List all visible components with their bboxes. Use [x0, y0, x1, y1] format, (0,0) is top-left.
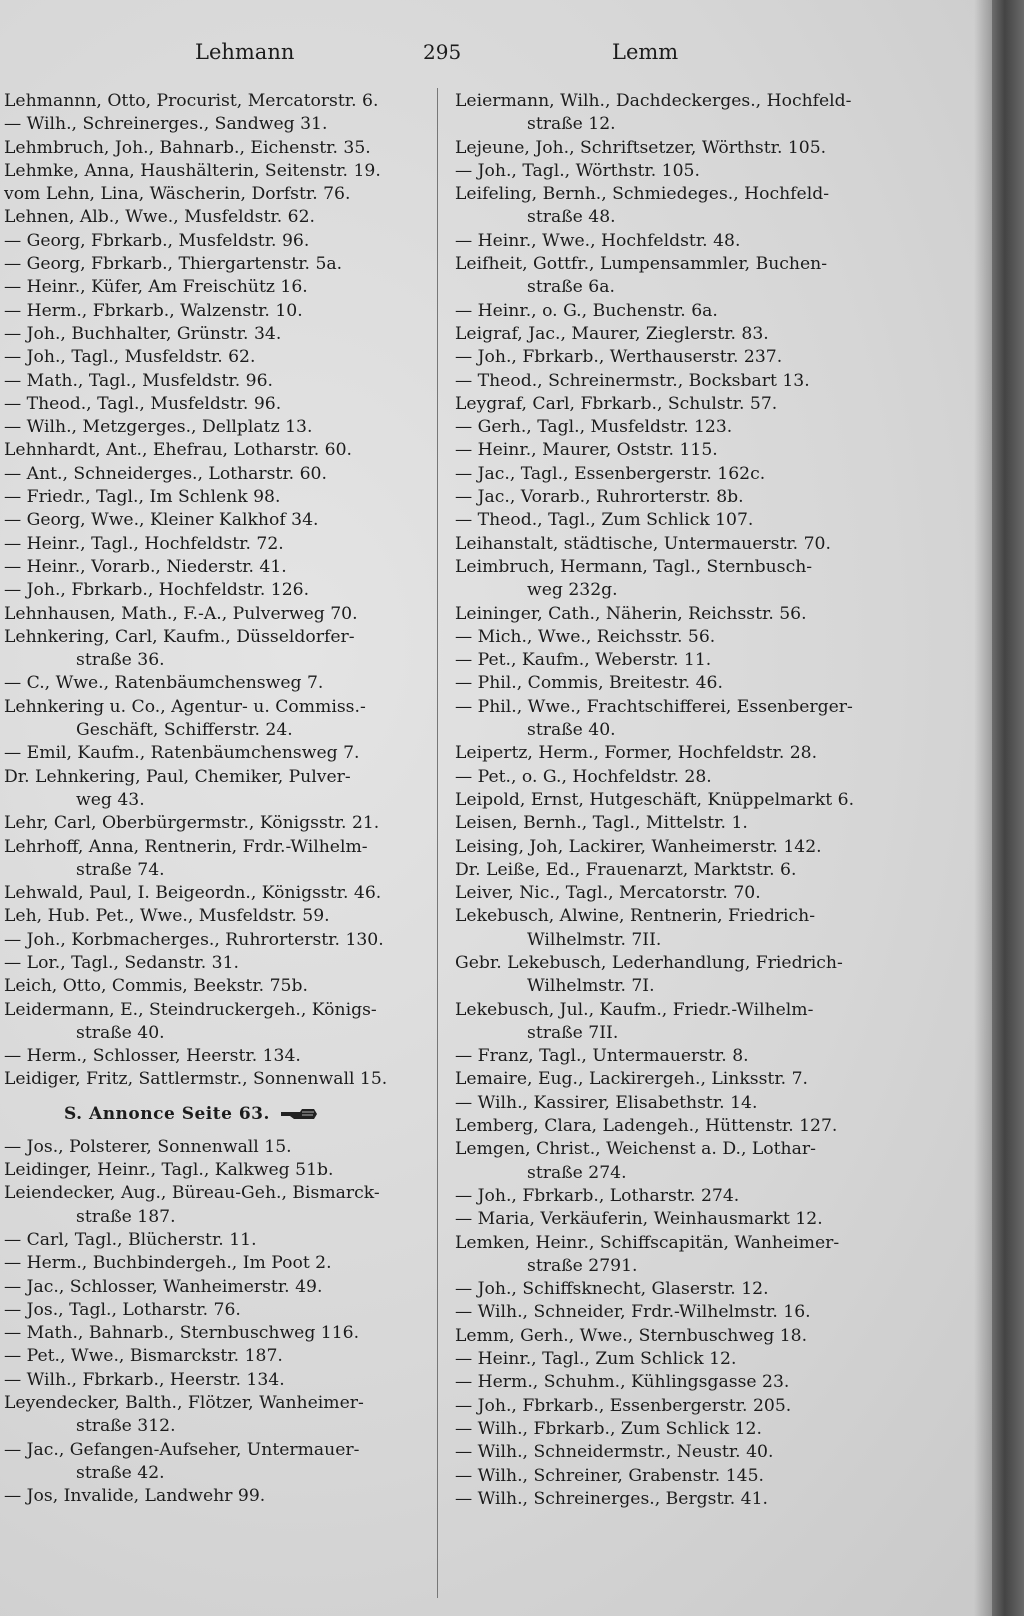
entry-text: Lemgen, Christ., Weichenst a. D., Lothar-: [455, 1139, 816, 1160]
directory-entry: [4, 789, 432, 812]
directory-entry: [455, 1232, 895, 1255]
page-shadow: [974, 0, 992, 1616]
entry-text: — Jac., Tagl., Essenbergerstr. 162c.: [455, 463, 766, 484]
directory-entry: [4, 742, 432, 765]
entry-text: — Joh., Buchhalter, Grünstr. 34.: [4, 323, 282, 344]
entry-text: Lehnhausen, Math., F.-A., Pulverweg 70.: [4, 603, 358, 624]
directory-entry: [455, 439, 895, 462]
directory-entry: [4, 1252, 432, 1275]
directory-entry: [4, 1276, 432, 1299]
directory-entry: [455, 929, 895, 952]
directory-entry: [455, 579, 895, 602]
entry-text: — Jac., Schlosser, Wanheimerstr. 49.: [4, 1276, 323, 1297]
entry-text: Leigraf, Jac., Maurer, Zieglerstr. 83.: [455, 323, 769, 344]
directory-entry: [455, 1045, 895, 1068]
directory-entry: [455, 1301, 895, 1324]
entry-text: Leiendecker, Aug., Büreau-Geh., Bismarck-: [4, 1183, 380, 1204]
directory-entry: [4, 1462, 432, 1485]
directory-entry: [4, 113, 432, 136]
directory-entry: [4, 975, 432, 998]
column-divider: [437, 88, 438, 1598]
entry-text: Leimbruch, Hermann, Tagl., Sternbusch-: [455, 556, 813, 577]
entry-text: Lehnkering, Carl, Kaufm., Düsseldorfer-: [4, 626, 355, 647]
directory-entry: [4, 836, 432, 859]
entry-text: weg 232g.: [527, 580, 618, 601]
entry-text: — Math., Tagl., Musfeldstr. 96.: [4, 370, 273, 391]
entry-text: Lehwald, Paul, I. Beigeordn., Königsstr. 46.: [4, 883, 382, 904]
directory-entry: [455, 300, 895, 323]
entry-text: — Pet., o. G., Hochfeldstr. 28.: [455, 766, 712, 787]
directory-entry: [455, 696, 895, 719]
directory-entry: [4, 300, 432, 323]
page-header: [0, 40, 992, 70]
directory-entry: [4, 1485, 432, 1508]
entry-text: — Maria, Verkäuferin, Weinhausmarkt 12.: [455, 1209, 823, 1230]
entry-text: — Lor., Tagl., Sedanstr. 31.: [4, 952, 239, 973]
entry-text: Leyendecker, Balth., Flötzer, Wanheimer-: [4, 1393, 364, 1414]
entry-text: straße 12.: [527, 114, 616, 135]
directory-entry: [4, 90, 432, 113]
entry-text: Leifeling, Bernh., Schmiedeges., Hochfeld-: [455, 184, 830, 205]
directory-entry: [4, 160, 432, 183]
annonce-note: [4, 1092, 432, 1136]
entry-text: Leygraf, Carl, Fbrkarb., Schulstr. 57.: [455, 393, 778, 414]
entry-text: straße 36.: [76, 650, 165, 671]
entry-text: Geschäft, Schifferstr. 24.: [76, 720, 293, 741]
directory-entry: [455, 276, 895, 299]
directory-entry: [4, 1022, 432, 1045]
directory-entry: [4, 416, 432, 439]
directory-entry: [455, 789, 895, 812]
entry-text: Lehmannn, Otto, Procurist, Mercatorstr. 6.: [4, 91, 379, 111]
entry-text: — Joh., Fbrkarb., Essenbergerstr. 205.: [455, 1395, 792, 1416]
directory-entry: [4, 905, 432, 928]
entry-text: — Ant., Schneiderges., Lotharstr. 60.: [4, 463, 327, 484]
entry-text: — Herm., Fbrkarb., Walzenstr. 10.: [4, 300, 303, 321]
directory-entry: [4, 626, 432, 649]
entry-text: Gebr. Lekebusch, Lederhandlung, Friedrich-: [455, 952, 843, 973]
left-column: [4, 90, 432, 1509]
entry-text: weg 43.: [76, 789, 145, 810]
entry-text: Leihanstalt, städtische, Untermauerstr. 70.: [455, 533, 831, 554]
directory-entry: [455, 1441, 895, 1464]
entry-text: — Phil., Commis, Breitestr. 46.: [455, 673, 723, 694]
entry-text: straße 6a.: [527, 277, 615, 298]
directory-entry: [455, 1278, 895, 1301]
entry-text: Dr. Leiße, Ed., Frauenarzt, Marktstr. 6.: [455, 859, 797, 880]
directory-entry: [4, 137, 432, 160]
directory-entry: [4, 672, 432, 695]
entry-text: straße 74.: [76, 859, 165, 880]
directory-entry: [455, 905, 895, 928]
directory-entry: [455, 160, 895, 183]
directory-entry: [4, 346, 432, 369]
directory-entry: [455, 1348, 895, 1371]
entry-text: — Wilh., Schneider, Frdr.-Wilhelmstr. 16.: [455, 1302, 811, 1323]
directory-entry: [455, 719, 895, 742]
directory-entry: [4, 1045, 432, 1068]
entry-text: — Gerh., Tagl., Musfeldstr. 123.: [455, 417, 733, 438]
directory-entry: [4, 603, 432, 626]
entry-text: — Theod., Schreinermstr., Bocksbart 13.: [455, 370, 810, 391]
directory-entry: [4, 1345, 432, 1368]
entry-text: straße 187.: [76, 1206, 176, 1227]
directory-entry: [4, 1439, 432, 1462]
directory-entry: [455, 113, 895, 136]
pointing-hand-icon: [280, 1107, 318, 1121]
entry-text: — Jos, Invalide, Landwehr 99.: [4, 1486, 266, 1507]
entry-text: Lemm, Gerh., Wwe., Sternbuschweg 18.: [455, 1325, 808, 1346]
entry-text: Leipold, Ernst, Hutgeschäft, Knüppelmarkt 6.: [455, 789, 855, 810]
directory-entry: [4, 882, 432, 905]
entry-text: — Joh., Schiffsknecht, Glaserstr. 12.: [455, 1279, 769, 1300]
entry-text: — Heinr., Tagl., Zum Schlick 12.: [455, 1349, 737, 1370]
directory-entry: [4, 370, 432, 393]
entry-text: Wilhelmstr. 7I.: [527, 976, 655, 997]
entry-text: Leininger, Cath., Näherin, Reichsstr. 56.: [455, 603, 807, 624]
directory-entry: [455, 999, 895, 1022]
directory-entry: [455, 1115, 895, 1138]
directory-entry: [455, 766, 895, 789]
directory-entry: [4, 1182, 432, 1205]
directory-entry: [4, 253, 432, 276]
entry-text: Wilhelmstr. 7II.: [527, 929, 662, 950]
header-right-title: Lemm: [612, 40, 679, 64]
entry-text: Lehnhardt, Ant., Ehefrau, Lotharstr. 60.: [4, 440, 352, 461]
directory-entry: [4, 1415, 432, 1438]
directory-entry: [455, 90, 895, 113]
directory-entry: [4, 812, 432, 835]
entry-text: — Wilh., Schneidermstr., Neustr. 40.: [455, 1442, 774, 1463]
directory-entry: [4, 1369, 432, 1392]
directory-entry: [455, 509, 895, 532]
directory-entry: [455, 416, 895, 439]
directory-entry: [455, 463, 895, 486]
entry-text: Leidermann, E., Steindruckergeh., Königs-: [4, 999, 377, 1020]
entry-text: Leich, Otto, Commis, Beekstr. 75b.: [4, 976, 308, 997]
entry-text: — Heinr., Küfer, Am Freischütz 16.: [4, 277, 308, 298]
entry-text: — Theod., Tagl., Zum Schlick 107.: [455, 510, 754, 531]
directory-entry: [4, 463, 432, 486]
directory-entry: [455, 1022, 895, 1045]
header-left-title: Lehmann: [195, 40, 295, 64]
directory-entry: [4, 1206, 432, 1229]
entry-text: Leising, Joh, Lackirer, Wanheimerstr. 142.: [455, 836, 822, 857]
directory-entry: [455, 1418, 895, 1441]
entry-text: — C., Wwe., Ratenbäumchensweg 7.: [4, 673, 324, 694]
entry-text: — Wilh., Fbrkarb., Heerstr. 134.: [4, 1369, 285, 1390]
entry-text: Lemken, Heinr., Schiffscapitän, Wanheimer-: [455, 1232, 840, 1253]
directory-entry: [455, 1255, 895, 1278]
entry-text: straße 40.: [76, 1022, 165, 1043]
entry-text: Leiermann, Wilh., Dachdeckerges., Hochfeld-: [455, 91, 852, 111]
directory-entry: [455, 975, 895, 998]
entry-text: Lekebusch, Jul., Kaufm., Friedr.-Wilhelm-: [455, 999, 814, 1020]
directory-entry: [4, 439, 432, 462]
directory-entry: [4, 556, 432, 579]
directory-entry: [455, 1068, 895, 1091]
entry-text: — Joh., Tagl., Wörthstr. 105.: [455, 160, 700, 181]
entry-text: — Wilh., Kassirer, Elisabethstr. 14.: [455, 1092, 758, 1113]
entry-text: straße 2791.: [527, 1255, 638, 1276]
book-edge: [992, 0, 1024, 1616]
entry-text: — Franz, Tagl., Untermauerstr. 8.: [455, 1046, 749, 1067]
entry-text: Lehnen, Alb., Wwe., Musfeldstr. 62.: [4, 207, 315, 228]
directory-entry: [455, 533, 895, 556]
directory-entry: [455, 649, 895, 672]
directory-entry: [4, 1299, 432, 1322]
directory-entry: [455, 486, 895, 509]
entry-text: — Joh., Korbmacherges., Ruhrorterstr. 130.: [4, 929, 384, 950]
entry-text: — Phil., Wwe., Frachtschifferei, Essenberger-: [455, 696, 853, 717]
entry-text: Leiver, Nic., Tagl., Mercatorstr. 70.: [455, 883, 761, 904]
directory-entry: [4, 649, 432, 672]
directory-entry: [455, 183, 895, 206]
entry-text: — Heinr., Wwe., Hochfeldstr. 48.: [455, 230, 741, 251]
entry-text: — Jac., Vorarb., Ruhrorterstr. 8b.: [455, 487, 744, 508]
directory-entry: [455, 556, 895, 579]
entry-text: Leipertz, Herm., Former, Hochfeldstr. 28.: [455, 743, 818, 764]
entry-text: — Herm., Schlosser, Heerstr. 134.: [4, 1046, 301, 1067]
entry-text: — Wilh., Schreinerges., Bergstr. 41.: [455, 1488, 768, 1509]
entry-text: — Theod., Tagl., Musfeldstr. 96.: [4, 393, 282, 414]
entry-text: straße 312.: [76, 1416, 176, 1437]
entry-text: — Herm., Schuhm., Kühlingsgasse 23.: [455, 1372, 790, 1393]
directory-entry: [455, 836, 895, 859]
directory-entry: [4, 1068, 432, 1091]
directory-entry: [4, 276, 432, 299]
entry-text: Leifheit, Gottfr., Lumpensammler, Buchen-: [455, 254, 828, 275]
directory-entry: [4, 952, 432, 975]
entry-text: — Wilh., Fbrkarb., Zum Schlick 12.: [455, 1418, 762, 1439]
directory-entry: [455, 393, 895, 416]
directory-entry: [455, 1185, 895, 1208]
entry-text: — Joh., Tagl., Musfeldstr. 62.: [4, 347, 256, 368]
directory-entry: [4, 929, 432, 952]
entry-text: — Wilh., Metzgerges., Dellplatz 13.: [4, 417, 313, 438]
entry-text: Lehmke, Anna, Haushälterin, Seitenstr. 19.: [4, 160, 381, 181]
directory-entry: [455, 1465, 895, 1488]
entry-text: — Heinr., Tagl., Hochfeldstr. 72.: [4, 533, 284, 554]
entry-text: Lemaire, Eug., Lackirergeh., Linksstr. 7.: [455, 1069, 808, 1090]
entry-text: Lekebusch, Alwine, Rentnerin, Friedrich-: [455, 906, 816, 927]
directory-entry: [4, 183, 432, 206]
directory-entry: [4, 719, 432, 742]
entry-text: Leh, Hub. Pet., Wwe., Musfeldstr. 59.: [4, 906, 330, 927]
directory-entry: [455, 370, 895, 393]
directory-entry: [455, 1371, 895, 1394]
entry-text: — Heinr., Maurer, Oststr. 115.: [455, 440, 718, 461]
entry-text: — Jos., Tagl., Lotharstr. 76.: [4, 1299, 241, 1320]
entry-text: — Joh., Fbrkarb., Lotharstr. 274.: [455, 1185, 740, 1206]
directory-entry: [4, 696, 432, 719]
entry-text: — Pet., Kaufm., Weberstr. 11.: [455, 650, 712, 671]
entry-text: straße 274.: [527, 1162, 627, 1183]
directory-entry: [4, 999, 432, 1022]
directory-entry: [455, 1488, 895, 1511]
directory-entry: [4, 509, 432, 532]
directory-entry: [4, 393, 432, 416]
entry-text: — Georg, Fbrkarb., Musfeldstr. 96.: [4, 230, 310, 251]
entry-text: Leidinger, Heinr., Tagl., Kalkweg 51b.: [4, 1160, 334, 1181]
entry-text: Lehrhoff, Anna, Rentnerin, Frdr.-Wilhelm-: [4, 836, 368, 857]
directory-entry: [4, 1322, 432, 1345]
entry-text: S. Annonce Seite 63.: [64, 1103, 270, 1124]
right-column: [455, 90, 895, 1511]
entry-text: straße 48.: [527, 207, 616, 228]
entry-text: — Joh., Fbrkarb., Werthauserstr. 237.: [455, 347, 783, 368]
entry-text: — Wilh., Schreinerges., Sandweg 31.: [4, 114, 328, 135]
directory-entry: [4, 1136, 432, 1159]
entry-text: vom Lehn, Lina, Wäscherin, Dorfstr. 76.: [4, 184, 351, 205]
directory-entry: [4, 206, 432, 229]
directory-entry: [455, 1208, 895, 1231]
directory-entry: [455, 346, 895, 369]
entry-text: Leisen, Bernh., Tagl., Mittelstr. 1.: [455, 813, 748, 834]
entry-text: Lehmbruch, Joh., Bahnarb., Eichenstr. 35.: [4, 137, 371, 158]
entry-text: — Carl, Tagl., Blücherstr. 11.: [4, 1229, 257, 1250]
entry-text: — Wilh., Schreiner, Grabenstr. 145.: [455, 1465, 765, 1486]
directory-entry: [455, 1162, 895, 1185]
entry-text: Lehnkering u. Co., Agentur- u. Commiss.-: [4, 696, 366, 717]
entry-text: — Herm., Buchbindergeh., Im Poot 2.: [4, 1253, 332, 1274]
directory-entry: [455, 882, 895, 905]
entry-text: Lemberg, Clara, Ladengeh., Hüttenstr. 127.: [455, 1116, 838, 1137]
directory-entry: [455, 1325, 895, 1348]
directory-entry: [455, 812, 895, 835]
directory-entry: [455, 603, 895, 626]
page-number: 295: [423, 40, 462, 64]
directory-entry: [4, 1159, 432, 1182]
directory-entry: [455, 137, 895, 160]
entry-text: Lehr, Carl, Oberbürgermstr., Königsstr. 21.: [4, 813, 380, 834]
directory-entry: [455, 742, 895, 765]
directory-entry: [455, 626, 895, 649]
entry-text: Dr. Lehnkering, Paul, Chemiker, Pulver-: [4, 766, 351, 787]
entry-text: — Jos., Polsterer, Sonnenwall 15.: [4, 1136, 292, 1157]
directory-entry: [4, 230, 432, 253]
entry-text: — Georg, Wwe., Kleiner Kalkhof 34.: [4, 510, 319, 531]
entry-text: — Mich., Wwe., Reichsstr. 56.: [455, 626, 716, 647]
directory-entry: [455, 1395, 895, 1418]
entry-text: — Joh., Fbrkarb., Hochfeldstr. 126.: [4, 580, 310, 601]
entry-text: — Heinr., o. G., Buchenstr. 6a.: [455, 300, 718, 321]
directory-entry: [4, 323, 432, 346]
directory-entry: [455, 859, 895, 882]
directory-entry: [455, 206, 895, 229]
entry-text: — Pet., Wwe., Bismarckstr. 187.: [4, 1346, 283, 1367]
directory-entry: [4, 859, 432, 882]
entry-text: — Math., Bahnarb., Sternbuschweg 116.: [4, 1323, 360, 1344]
directory-entry: [455, 230, 895, 253]
entry-text: Leidiger, Fritz, Sattlermstr., Sonnenwall 15.: [4, 1069, 388, 1090]
directory-entry: [4, 533, 432, 556]
directory-entry: [455, 952, 895, 975]
entry-text: — Emil, Kaufm., Ratenbäumchensweg 7.: [4, 743, 360, 764]
directory-entry: [4, 766, 432, 789]
directory-entry: [4, 1229, 432, 1252]
directory-entry: [455, 1092, 895, 1115]
directory-entry: [455, 1138, 895, 1161]
entry-text: — Friedr., Tagl., Im Schlenk 98.: [4, 487, 281, 508]
directory-entry: [4, 1392, 432, 1415]
entry-text: — Heinr., Vorarb., Niederstr. 41.: [4, 556, 287, 577]
directory-entry: [455, 253, 895, 276]
directory-entry: [4, 486, 432, 509]
directory-entry: [455, 323, 895, 346]
entry-text: — Jac., Gefangen-Aufseher, Untermauer-: [4, 1439, 360, 1460]
entry-text: straße 40.: [527, 720, 616, 741]
directory-entry: [455, 672, 895, 695]
entry-text: — Georg, Fbrkarb., Thiergartenstr. 5a.: [4, 254, 343, 275]
directory-entry: [4, 579, 432, 602]
entry-text: straße 42.: [76, 1462, 165, 1483]
entry-text: straße 7II.: [527, 1022, 619, 1043]
entry-text: Lejeune, Joh., Schriftsetzer, Wörthstr. 105.: [455, 137, 827, 158]
